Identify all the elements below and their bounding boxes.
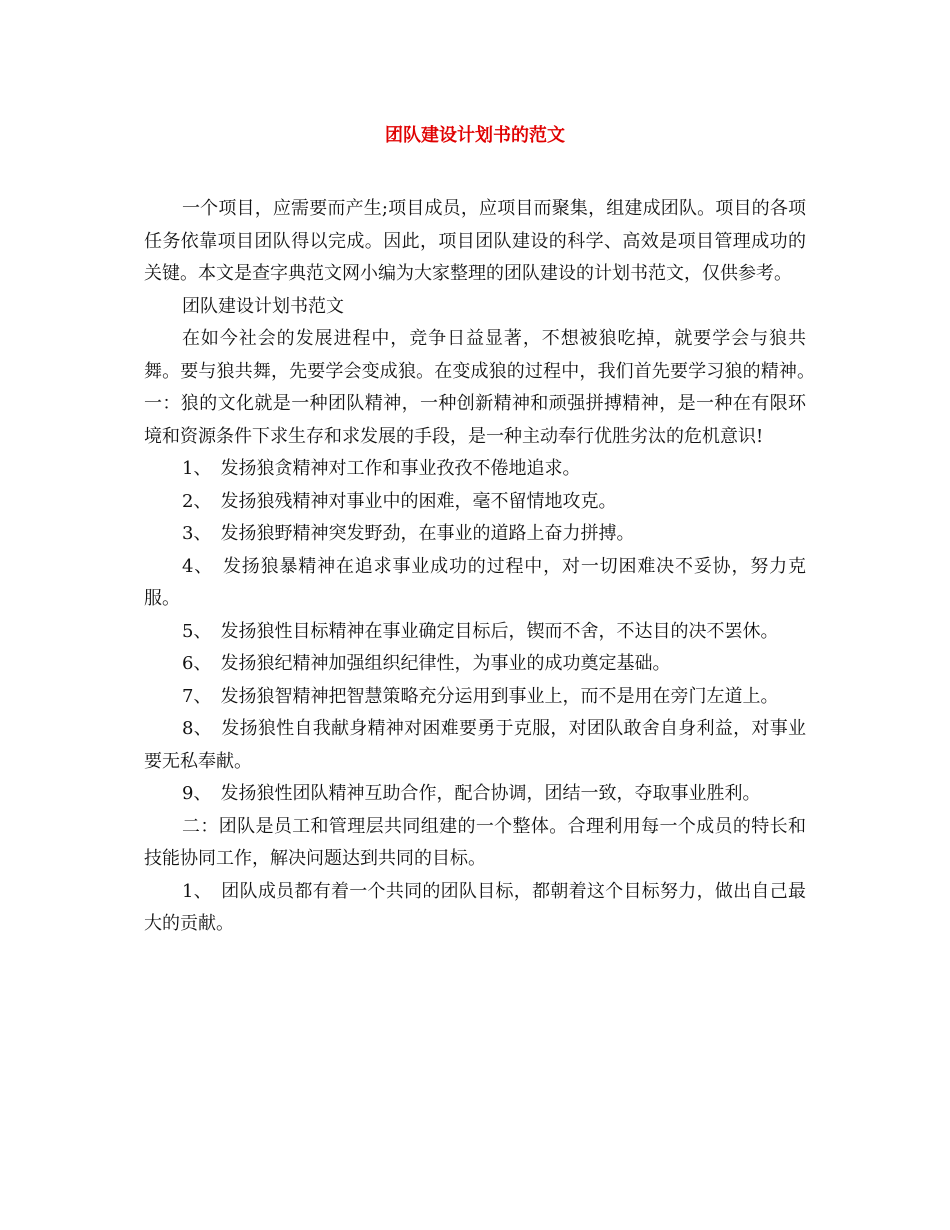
paragraph-team-definition: 二：团队是员工和管理层共同组建的一个整体。合理利用每一个成员的特长和技能协同工作，解决问题达到共同的目标。 bbox=[144, 815, 806, 869]
list-item-7: 7、 发扬狼智精神把智慧策略充分运用到事业上，而不是用在旁门左道上。 bbox=[182, 685, 779, 707]
list-item-9: 9、 发扬狼性团队精神互助合作，配合协调，团结一致，夺取事业胜利。 bbox=[182, 783, 761, 804]
list-item-6: 6、 发扬狼纪精神加强组织纪律性，为事业的成功奠定基础。 bbox=[182, 653, 671, 674]
list-item-8: 8、 发扬狼性自我献身精神对困难要勇于克服，对团队敢舍自身利益，对事业要无私奉献。 bbox=[144, 718, 806, 772]
document-title: 团队建设计划书的范文 bbox=[385, 125, 565, 146]
list-item-3: 3、 发扬狼野精神突发野劲，在事业的道路上奋力拼搏。 bbox=[182, 523, 635, 544]
paragraph-intro: 一个项目，应需要而产生;项目成员，应项目而聚集，组建成团队。项目的各项任务依靠项目团队得以完成。因此，项目团队建设的科学、高效是项目管理成功的关键。本文是查字典范文网小编为大家整理的团队建设的计划书范文，仅供参考。 bbox=[144, 198, 806, 284]
document-body bbox=[144, 193, 824, 941]
list-item-1: 1、 发扬狼贪精神对工作和事业孜孜不倦地追求。 bbox=[182, 458, 581, 479]
list-item-2: 2、 发扬狼残精神对事业中的困难，毫不留情地攻克。 bbox=[182, 490, 617, 512]
paragraph-wolf-culture: 在如今社会的发展进程中，竞争日益显著，不想被狼吃掉，就要学会与狼共舞。要与狼共舞，先要学会变成狼。在变成狼的过程中，我们首先要学习狼的精神。 一：狼的文化就是一种团队精神，一种创新精神和顽强拼搏精神，是一种在有限环境和资源条件下求生存和求发展的手段，是一种主动奉行优胜劣汰的危机意识! bbox=[144, 328, 824, 447]
list-item-5: 5、 发扬狼性目标精神在事业确定目标后，锲而不舍，不达目的决不罢休。 bbox=[182, 620, 779, 642]
list-item-4: 4、 发扬狼暴精神在追求事业成功的过程中，对一切困难决不妥协，努力克服。 bbox=[144, 555, 806, 609]
paragraph-subtitle: 团队建设计划书范文 bbox=[182, 295, 344, 317]
list-item-team-1: 1、 团队成员都有着一个共同的团队目标，都朝着这个目标努力，做出自己最大的贡献。 bbox=[144, 880, 806, 934]
